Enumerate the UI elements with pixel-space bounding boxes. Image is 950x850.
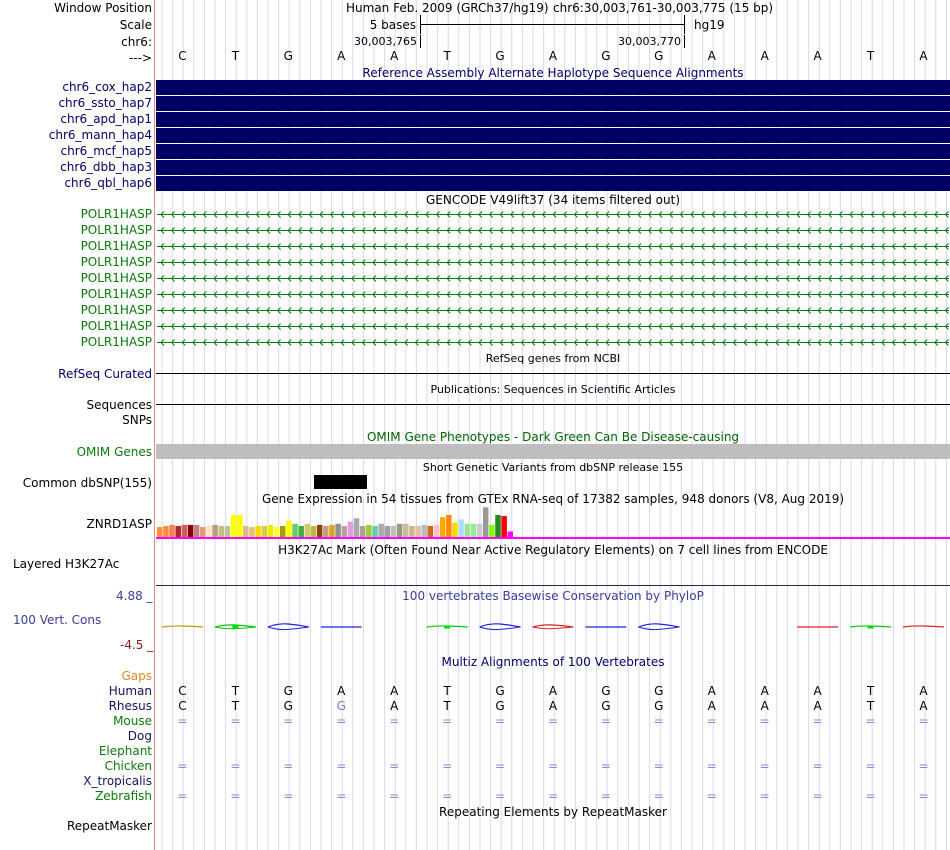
alt-haplotype-label[interactable]: chr6_mcf_hap5 [60, 144, 152, 158]
multiz-alignment-base: = [389, 789, 400, 803]
gtex-tissue-bar[interactable] [378, 524, 384, 537]
base-letter: G [283, 49, 293, 63]
phylop-score-segment[interactable] [638, 624, 679, 627]
multiz-alignment-base: = [442, 759, 453, 773]
gtex-tissue-bar[interactable] [249, 527, 255, 537]
gtex-tissue-bar[interactable] [335, 524, 341, 537]
alt-haplotype-alignment-bar[interactable] [156, 112, 950, 127]
multiz-alignment-base: = [759, 759, 770, 773]
alt-haplotype-alignment-bar[interactable] [156, 96, 950, 111]
gencode-gene-label[interactable]: POLR1HASP [80, 287, 152, 301]
gtex-tissue-bar[interactable] [286, 521, 292, 538]
multiz-alignment-base: A [707, 684, 716, 698]
gencode-gene-feature[interactable] [157, 339, 949, 346]
multiz-alignment-base: = [230, 789, 241, 803]
multiz-track-title[interactable]: Multiz Alignments of 100 Vertebrates [441, 655, 665, 669]
phylop-score-segment[interactable] [533, 625, 574, 627]
gtex-tissue-bar[interactable] [354, 518, 360, 537]
coord-left: 30,003,765 [354, 35, 417, 48]
multiz-alignment-base: = [653, 714, 664, 728]
multiz-alignment-base: = [177, 789, 188, 803]
alt-haplotype-label[interactable]: chr6_apd_hap1 [60, 112, 152, 126]
gtex-tissue-bar[interactable] [280, 526, 286, 537]
publications-sequences-label[interactable]: Sequences [86, 398, 152, 412]
multiz-alignment-base: = [653, 759, 664, 773]
multiz-alignment-base: = [230, 759, 241, 773]
gtex-track-label[interactable]: ZNRD1ASP [86, 517, 152, 531]
multiz-alignment-base: = [600, 714, 611, 728]
h3k27ac-track-line [156, 585, 950, 586]
multiz-alignment-base: G [601, 699, 611, 713]
scale-label: Scale [119, 18, 152, 32]
gtex-tissue-bar[interactable] [452, 523, 458, 537]
gtex-tissue-bar[interactable] [348, 522, 354, 537]
strand-label: ---> [128, 51, 152, 65]
phylop-peak-mark[interactable] [868, 626, 874, 629]
multiz-alignment-base: = [336, 789, 347, 803]
gtex-tissue-bar[interactable] [409, 526, 415, 537]
dbsnp-track-label[interactable]: Common dbSNP(155) [22, 476, 152, 490]
gtex-tissue-bar[interactable] [397, 524, 403, 537]
gencode-gene-feature[interactable] [157, 307, 949, 314]
scale-db: hg19 [694, 18, 725, 32]
gtex-tissue-bar[interactable] [483, 507, 489, 537]
gtex-tissue-bar[interactable] [219, 526, 225, 537]
gtex-tissue-bar[interactable] [262, 526, 268, 537]
gtex-tissue-bar[interactable] [342, 526, 348, 537]
multiz-alignment-base: A [337, 684, 346, 698]
multiz-alignment-base: = [495, 714, 506, 728]
gtex-tissue-bar[interactable] [385, 526, 391, 537]
h3k27ac-track-label[interactable]: Layered H3K27Ac [13, 557, 120, 571]
gtex-tissue-bar[interactable] [415, 526, 421, 537]
gencode-gene-feature[interactable] [157, 211, 949, 218]
gtex-tissue-bar[interactable] [163, 526, 169, 537]
alt-haplotype-alignment-bar[interactable] [156, 128, 950, 143]
gtex-tissue-bar[interactable] [489, 525, 495, 537]
multiz-alignment-base: A [919, 699, 928, 713]
gtex-tissue-bar[interactable] [391, 526, 397, 537]
base-letter: T [866, 49, 875, 63]
phylop-track-label[interactable]: 100 Vert. Cons [13, 613, 102, 627]
dbsnp-variant-feature[interactable] [314, 475, 367, 489]
gencode-gene-label[interactable]: POLR1HASP [80, 319, 152, 333]
multiz-alignment-base: G [654, 684, 664, 698]
base-letter: A [337, 49, 346, 63]
scale-text: 5 bases [369, 18, 416, 32]
alt-haplotype-label[interactable]: chr6_cox_hap2 [62, 80, 152, 94]
gencode-gene-label[interactable]: POLR1HASP [80, 303, 152, 317]
gtex-tissue-bar[interactable] [372, 526, 378, 537]
multiz-alignment-base: = [495, 759, 506, 773]
refseq-track-line [156, 373, 950, 374]
phylop-score-segment[interactable] [480, 624, 521, 627]
scale-tick-right [684, 15, 685, 34]
multiz-alignment-base: T [443, 699, 451, 713]
base-letter: G [601, 49, 611, 63]
multiz-alignment-base: = [653, 789, 664, 803]
omim-track-bar[interactable] [156, 444, 950, 459]
gtex-tissue-bar[interactable] [157, 527, 163, 537]
multiz-alignment-base: A [760, 684, 769, 698]
multiz-alignment-base: = [547, 759, 558, 773]
base-letter: G [495, 49, 505, 63]
multiz-alignment-base: = [706, 789, 717, 803]
gencode-gene-label[interactable]: POLR1HASP [80, 255, 152, 269]
multiz-alignment-base: = [283, 759, 294, 773]
gencode-gene-label[interactable]: POLR1HASP [80, 207, 152, 221]
phylop-score-segment[interactable] [268, 627, 309, 630]
base-letter: T [443, 49, 451, 63]
gtex-tissue-bar[interactable] [428, 526, 434, 537]
multiz-alignment-base: = [706, 714, 717, 728]
gencode-gene-feature[interactable] [157, 291, 949, 298]
multiz-alignment-base: T [443, 684, 451, 698]
multiz-alignment-base: A [813, 684, 822, 698]
gtex-tissue-bar[interactable] [188, 525, 194, 537]
gencode-gene-feature[interactable] [157, 323, 949, 330]
window-position-label: Window Position [54, 1, 152, 15]
phylop-conservation-wiggle[interactable] [156, 620, 950, 634]
gencode-gene-feature[interactable] [157, 243, 949, 250]
gtex-tissue-bar[interactable] [194, 525, 200, 537]
phylop-score-segment[interactable] [903, 626, 944, 627]
gtex-tissue-bar[interactable] [471, 524, 477, 537]
multiz-species-label[interactable]: Chicken [104, 759, 152, 773]
gtex-tissue-bar[interactable] [440, 517, 446, 537]
alt-haplotype-alignment-bar[interactable] [156, 160, 950, 175]
alt-haplotype-label[interactable]: chr6_mann_hap4 [48, 128, 152, 142]
phylop-score-segment[interactable] [162, 626, 203, 627]
gencode-gene-feature[interactable] [157, 259, 949, 266]
gtex-tissue-bar[interactable] [169, 525, 175, 537]
dbsnp-track-title[interactable]: Short Genetic Variants from dbSNP release 155 [422, 461, 684, 474]
multiz-alignment-base: = [336, 714, 347, 728]
chrom-label: chr6: [121, 35, 152, 49]
coord-tick-right [684, 35, 685, 48]
omim-track-label[interactable]: OMIM Genes [76, 445, 152, 459]
gtex-tissue-bar[interactable] [477, 524, 483, 537]
gencode-gene-label[interactable]: POLR1HASP [80, 271, 152, 285]
multiz-alignment-base: A [919, 684, 928, 698]
multiz-alignment-base: A [548, 699, 558, 713]
gtex-tissue-bar[interactable] [495, 515, 501, 537]
gtex-tissue-bar[interactable] [501, 516, 507, 537]
base-letter: G [654, 49, 664, 63]
multiz-species-label[interactable]: Gaps [121, 669, 152, 683]
gencode-gene-label[interactable]: POLR1HASP [80, 223, 152, 237]
base-letter: T [231, 49, 240, 63]
alt-haplotype-alignment-bar[interactable] [156, 176, 950, 191]
multiz-alignment-base: A [813, 699, 822, 713]
gtex-tissue-bar[interactable] [366, 525, 372, 537]
multiz-alignment-base: G [495, 684, 505, 698]
publications-track-title[interactable]: Publications: Sequences in Scientific Articles [430, 383, 676, 396]
multiz-alignment-base: G [601, 684, 611, 698]
repeatmasker-track-label[interactable]: RepeatMasker [66, 819, 152, 833]
alt-haplotype-alignment-bar[interactable] [156, 80, 950, 95]
alt-haplotype-label[interactable]: chr6_ssto_hap7 [58, 96, 152, 110]
multiz-alignment-base: A [760, 699, 769, 713]
gtex-tissue-bar[interactable] [317, 525, 323, 537]
multiz-alignment-base: G [654, 699, 664, 713]
multiz-alignment-base: = [547, 714, 558, 728]
phylop-track-title[interactable]: 100 vertebrates Basewise Conservation by PhyloP [402, 589, 704, 603]
refseq-track-title[interactable]: RefSeq genes from NCBI [485, 352, 621, 365]
base-letter: A [919, 49, 928, 63]
gencode-gene-feature[interactable] [157, 275, 949, 282]
multiz-alignment-base: = [918, 789, 929, 803]
multiz-alignment-base: = [177, 759, 188, 773]
multiz-alignment-base: = [283, 714, 294, 728]
alt-haplotype-alignment-bar[interactable] [156, 144, 950, 159]
assembly-name: Human Feb. 2009 (GRCh37/hg19) [346, 1, 549, 15]
gtex-tissue-bar[interactable] [182, 525, 188, 537]
gtex-tissue-bar[interactable] [305, 524, 311, 537]
gtex-tissue-bar[interactable] [360, 526, 366, 537]
base-letter: A [813, 49, 822, 63]
multiz-alignment-base: = [812, 759, 823, 773]
multiz-alignment-base: A [390, 699, 399, 713]
gtex-tissue-bar[interactable] [200, 527, 206, 537]
base-letter: A [390, 49, 399, 63]
gtex-tissue-bar[interactable] [434, 525, 440, 537]
multiz-alignment-base: G [495, 699, 505, 713]
multiz-alignment-base: = [706, 759, 717, 773]
coord-tick-left [420, 35, 421, 48]
multiz-species-label[interactable]: Dog [127, 729, 152, 743]
gtex-tissue-bar[interactable] [268, 525, 274, 537]
phylop-ymin: -4.5 _ [120, 638, 154, 652]
multiz-alignment-base: C [178, 699, 187, 713]
multiz-alignment-base: A [707, 699, 716, 713]
multiz-alignment-base: = [812, 789, 823, 803]
multiz-alignment-base: = [230, 714, 241, 728]
phylop-peak-mark[interactable] [444, 626, 450, 629]
gtex-tissue-bar[interactable] [225, 526, 231, 537]
multiz-alignment-base: T [231, 699, 240, 713]
multiz-alignment-base: = [336, 759, 347, 773]
gtex-tissue-bar[interactable] [508, 532, 514, 538]
multiz-alignment-base: A [548, 684, 558, 698]
refseq-track-label[interactable]: RefSeq Curated [58, 367, 152, 381]
base-letter: A [548, 49, 558, 63]
scale-bar [420, 24, 685, 25]
gtex-tissue-bar[interactable] [255, 526, 261, 537]
multiz-species-label[interactable]: X_tropicalis [83, 774, 152, 788]
base-letter: A [760, 49, 769, 63]
gtex-tissue-bar[interactable] [329, 525, 335, 537]
multiz-alignment-base: = [389, 714, 400, 728]
base-letter: A [707, 49, 716, 63]
multiz-alignment-base: = [759, 714, 770, 728]
multiz-alignment-base: = [547, 789, 558, 803]
multiz-alignment-base: = [442, 714, 453, 728]
multiz-alignment-base: G [283, 699, 293, 713]
publications-snps-label[interactable]: SNPs [122, 413, 152, 427]
multiz-alignment-base: = [495, 789, 506, 803]
gencode-gene-label[interactable]: POLR1HASP [80, 335, 152, 349]
multiz-alignment-base: T [866, 699, 875, 713]
multiz-alignment-base: = [865, 759, 876, 773]
multiz-alignment-base: = [600, 789, 611, 803]
gtex-baseline [156, 537, 950, 539]
gtex-tissue-bar[interactable] [465, 524, 471, 537]
multiz-species-label[interactable]: Zebrafish [95, 789, 152, 803]
coord-right: 30,003,770 [618, 35, 681, 48]
multiz-alignment-base: = [865, 789, 876, 803]
multiz-alignment-base: = [389, 759, 400, 773]
phylop-score-segment[interactable] [268, 624, 309, 627]
multiz-alignment-base: = [812, 714, 823, 728]
omim-track-title[interactable]: OMIM Gene Phenotypes - Dark Green Can Be Disease-causing [366, 430, 740, 444]
gtex-track-title[interactable]: Gene Expression in 54 tissues from GTEx RNA-seq of 17382 samples, 948 donors (V8, Aug 2019) [261, 492, 845, 506]
multiz-alignment-base: = [442, 789, 453, 803]
gtex-tissue-bar[interactable] [458, 519, 464, 537]
gtex-tissue-bar[interactable] [206, 526, 212, 537]
multiz-alignment-base: G [336, 699, 346, 713]
phylop-ymax: 4.88 _ [116, 589, 153, 603]
multiz-alignment-base: = [600, 759, 611, 773]
phylop-score-segment[interactable] [480, 627, 521, 630]
multiz-species-label[interactable]: Mouse [113, 714, 152, 728]
gtex-tissue-bar[interactable] [323, 526, 329, 537]
gtex-expression-chart[interactable] [156, 505, 950, 541]
repeatmasker-track-title[interactable]: Repeating Elements by RepeatMasker [439, 805, 667, 819]
gtex-tissue-bar[interactable] [237, 515, 243, 537]
alt-haplotype-label[interactable]: chr6_qbl_hap6 [64, 176, 152, 190]
base-letter: C [178, 49, 187, 63]
gtex-tissue-bar[interactable] [175, 526, 181, 537]
h3k27ac-track-title[interactable]: H3K27Ac Mark (Often Found Near Active Regulatory Elements) on 7 cell lines from ENCODE [278, 543, 828, 557]
alt-haplotypes-track-title[interactable]: Reference Assembly Alternate Haplotype Sequence Alignments [362, 66, 744, 80]
gencode-gene-label[interactable]: POLR1HASP [80, 239, 152, 253]
gtex-tissue-bar[interactable] [446, 515, 452, 537]
label-divider [154, 0, 155, 850]
multiz-alignment-base: = [865, 714, 876, 728]
gtex-tissue-bar[interactable] [212, 525, 218, 537]
phylop-score-segment[interactable] [533, 627, 574, 629]
phylop-peak-mark[interactable] [232, 626, 238, 629]
multiz-alignment-base: A [390, 684, 399, 698]
gtex-tissue-bar[interactable] [231, 515, 237, 537]
multiz-alignment-base: = [918, 759, 929, 773]
multiz-alignment-base: T [231, 684, 240, 698]
gtex-tissue-bar[interactable] [243, 526, 249, 537]
position-readout: chr6:30,003,761-30,003,775 (15 bp) [553, 1, 774, 15]
gtex-tissue-bar[interactable] [311, 526, 317, 537]
gencode-gene-feature[interactable] [157, 227, 949, 234]
publications-track-line [156, 404, 950, 405]
multiz-alignment-base: C [178, 684, 187, 698]
multiz-alignment-base: T [866, 684, 875, 698]
multiz-alignment-base: = [177, 714, 188, 728]
phylop-score-segment[interactable] [638, 627, 679, 630]
gtex-tissue-bar[interactable] [403, 524, 409, 537]
multiz-species-label[interactable]: Rhesus [108, 699, 152, 713]
multiz-alignment-base: = [759, 789, 770, 803]
alt-haplotype-label[interactable]: chr6_dbb_hap3 [60, 160, 152, 174]
multiz-alignment-base: = [283, 789, 294, 803]
gtex-tissue-bar[interactable] [298, 526, 304, 537]
gtex-tissue-bar[interactable] [274, 527, 280, 537]
multiz-species-label[interactable]: Elephant [98, 744, 152, 758]
gtex-tissue-bar[interactable] [292, 524, 298, 537]
gtex-tissue-bar[interactable] [421, 525, 427, 537]
multiz-species-label[interactable]: Human [108, 684, 152, 698]
gencode-track-title[interactable]: GENCODE V49lift37 (34 items filtered out) [425, 193, 680, 207]
multiz-alignment-base: = [918, 714, 929, 728]
multiz-alignment-base: G [283, 684, 293, 698]
